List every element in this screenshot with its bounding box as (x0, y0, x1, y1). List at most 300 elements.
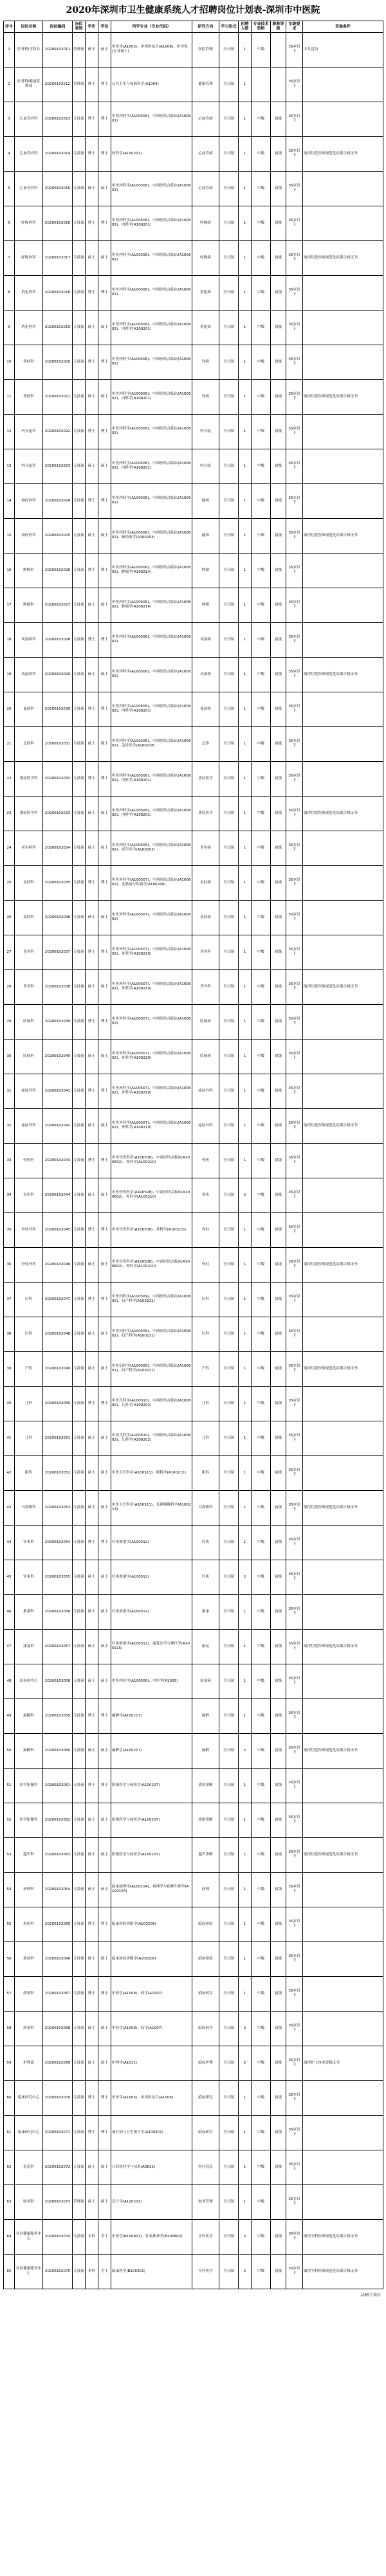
table-row (4, 136, 383, 171)
table-cell: 博士 (98, 1143, 111, 1178)
table-cell: 针灸推拿学(A100512) (111, 1594, 192, 1629)
table-cell: 35岁以下 (286, 171, 303, 206)
table-cell: 中级 (252, 692, 271, 726)
table-cell: 20200102067 (43, 1976, 73, 2011)
column-header: 研究方向 (192, 21, 219, 33)
table-cell: 中医五官科学(A100511)、耳鼻咽喉科学(A100213) (111, 1490, 192, 1525)
table-cell: 1 (239, 1629, 252, 1664)
table-cell: 风湿病科 (15, 657, 43, 692)
table-cell: 妇科 (192, 1317, 219, 1351)
table-cell: 1 (239, 1386, 252, 1421)
table-cell: 1 (239, 449, 252, 483)
table-cell: 风湿病科 (15, 622, 43, 657)
table-row (4, 449, 383, 483)
table-cell: 博士 (86, 136, 98, 171)
table-cell: 35岁以下 (286, 206, 303, 240)
table-cell: 全日制 (219, 518, 239, 553)
table-cell: 博士 (98, 1074, 111, 1108)
table-row (4, 379, 383, 414)
table-cell: 1 (239, 1941, 252, 1976)
table-cell: 博士 (98, 1282, 111, 1317)
table-cell (303, 275, 383, 310)
table-cell: 妇科 (15, 1282, 43, 1317)
table-cell: 35岁以下 (286, 1594, 303, 1629)
table-cell (271, 2184, 286, 2219)
table-cell: 肛肠科 (15, 1004, 43, 1039)
table-cell: 中医内科学(A100506)、中西医结合临床(A100602) (111, 622, 192, 657)
table-cell: 专技岗 (73, 379, 86, 414)
table-cell: 20200102034 (43, 831, 73, 865)
table-cell: 35岁以下 (286, 136, 303, 171)
table-cell: 全日制 (219, 1525, 239, 1560)
table-cell: 博士 (86, 483, 98, 518)
table-cell: 初级 (271, 1108, 286, 1143)
table-cell: 初级 (271, 1594, 286, 1629)
table-cell: 35岁以下 (286, 622, 303, 657)
table-cell: 博士 (98, 1907, 111, 1941)
table-cell: 全日制 (219, 345, 239, 379)
table-row (4, 969, 383, 1004)
table-row (4, 2046, 383, 2080)
table-cell: 病理 (192, 1872, 219, 1907)
table-cell: 20200102041 (43, 1074, 73, 1108)
table-cell: 初级 (271, 1525, 286, 1560)
table-cell: 35岁以下 (286, 1976, 303, 2011)
table-row (4, 1282, 383, 1317)
table-cell: 55 (4, 1907, 15, 1941)
table-cell: 专技岗 (73, 726, 86, 761)
table-cell: 针灸推拿学(A100512) (111, 1560, 192, 1594)
table-cell: 初级 (271, 379, 286, 414)
table-cell: 20200102055 (43, 1560, 73, 1594)
table-cell: 全日制 (219, 379, 239, 414)
table-row (4, 1803, 383, 1837)
table-cell (303, 1039, 383, 1074)
table-cell: 全日制 (219, 692, 239, 726)
table-cell: 46 (4, 1594, 15, 1629)
table-cell: 初级 (271, 345, 286, 379)
table-cell: 博士 (86, 1976, 98, 2011)
table-cell: 1 (239, 1594, 252, 1629)
table-cell: 专技岗 (73, 1976, 86, 2011)
table-cell: 中级 (252, 2080, 271, 2115)
table-cell: 耳鼻喉科 (192, 1490, 219, 1525)
table-cell: 博士 (86, 206, 98, 240)
table-cell: 全日制 (219, 1004, 239, 1039)
table-row (4, 1525, 383, 1560)
table-cell: 20200102011 (43, 32, 73, 67)
table-cell: 5 (4, 171, 15, 206)
table-cell: 初级 (271, 1004, 286, 1039)
table-cell: 59 (4, 2046, 15, 2080)
table-cell: 硕士 (98, 900, 111, 935)
table-cell: 泌尿外科 (15, 1108, 43, 1143)
table-cell (303, 1421, 383, 1455)
table-cell: 35岁以下 (286, 2254, 303, 2289)
table-cell: 博士 (86, 1074, 98, 1108)
table-cell: 医学影像科 (15, 1768, 43, 1803)
table-cell: 消化病 (192, 275, 219, 310)
table-cell: 硕士 (98, 1664, 111, 1698)
table-cell: 脊柱外科 (15, 1247, 43, 1282)
table-cell: 全日制 (219, 726, 239, 761)
table-cell: 取得住院医师规范化培训合格证书 (303, 1837, 383, 1872)
table-cell: 中级 (252, 1664, 271, 1698)
table-cell: 专技岗 (73, 518, 86, 553)
table-cell: 11 (4, 379, 15, 414)
table-cell: 1 (239, 1108, 252, 1143)
table-cell: 专技岗 (73, 831, 86, 865)
column-header: 序号 (4, 21, 15, 33)
table-cell: 硕士 (86, 1837, 98, 1872)
table-cell: 硕士 (86, 171, 98, 206)
table-cell: 硕士 (86, 1317, 98, 1351)
table-cell: 专技岗 (73, 2150, 86, 2184)
table-row (4, 1872, 383, 1907)
table-cell: 放射诊断 (192, 1803, 219, 1837)
table-cell: 全日制 (219, 1317, 239, 1351)
table-cell: 初级 (271, 657, 286, 692)
table-cell: 48 (4, 1664, 15, 1698)
table-cell: 呼吸病 (192, 240, 219, 275)
table-cell: 1 (239, 1421, 252, 1455)
table-cell: 20200102028 (43, 622, 73, 657)
table-cell: 全日制 (219, 1178, 239, 1212)
column-header: 岗位名称 (15, 21, 43, 33)
table-cell: 肾病 (192, 379, 219, 414)
table-cell: 眼科 (15, 1455, 43, 1490)
table-cell: 中医妇科学(A100509)、中西医结合临床(A100602)、妇产科学(A100211) (111, 1282, 192, 1317)
table-cell: 35岁以下 (286, 900, 303, 935)
table-row (4, 310, 383, 345)
table-cell: 1 (239, 761, 252, 796)
table-cell: 专技岗 (73, 2046, 86, 2080)
table-cell: 1 (239, 2080, 252, 2115)
table-cell: 临床研究中心 (15, 2080, 43, 2115)
table-cell: 博士 (98, 345, 111, 379)
table-cell: 肛肠病 (192, 1004, 219, 1039)
table-cell: 初级 (271, 1872, 286, 1907)
table-cell: 初级 (271, 2219, 286, 2254)
table-cell: 27 (4, 935, 15, 969)
table-cell: 博士 (98, 1768, 111, 1803)
table-cell: 中医内科学(A100506)、中西医结合临床(A100602) (111, 345, 192, 379)
table-cell: 中级 (252, 1247, 271, 1282)
table-cell: 中医外科学(A100507)、中西医结合临床(A100602) (111, 1004, 192, 1039)
table-row (4, 1698, 383, 1733)
table-cell: 专技岗 (73, 1525, 86, 1560)
table-cell: 专技岗 (73, 935, 86, 969)
table-row (4, 483, 383, 518)
table-cell: 全日制 (219, 1455, 239, 1490)
table-row (4, 1143, 383, 1178)
table-cell: 专技岗 (73, 900, 86, 935)
table-cell: 儿科 (192, 1421, 219, 1455)
table-cell: 1 (239, 102, 252, 136)
table-cell: 专技岗 (73, 483, 86, 518)
table-cell: 1 (239, 831, 252, 865)
table-cell: 2 (239, 2219, 252, 2254)
table-cell: 专技岗 (73, 102, 86, 136)
table-cell: 社区健康服务中心 (15, 2219, 43, 2254)
table-cell: 中医儿科学(A100510)、中西医结合临床(A100602)、儿科学(A100202) (111, 1386, 192, 1421)
table-cell: 泌尿外科 (15, 1074, 43, 1108)
table-cell: 儿科 (15, 1421, 43, 1455)
table-cell: 20200102033 (43, 796, 73, 831)
table-cell: 35岁以下 (286, 1282, 303, 1317)
column-header: 所学专业（专业代码） (111, 21, 192, 33)
table-cell: 专技岗 (73, 1698, 86, 1733)
table-cell: 中级 (252, 240, 271, 275)
table-cell: 26 (4, 900, 15, 935)
table-cell: 硕士 (98, 379, 111, 414)
table-cell: 本科 (86, 2254, 98, 2289)
column-header: 招聘人数 (239, 21, 252, 33)
table-cell: 35岁以下 (286, 2011, 303, 2046)
table-cell: 全日制 (219, 2011, 239, 2046)
table-cell: 专技岗 (73, 1282, 86, 1317)
table-cell: 初级 (271, 2080, 286, 2115)
table-cell: 39 (4, 1351, 15, 1386)
table-cell: 中级 (252, 2046, 271, 2080)
table-cell: 肿瘤科 (15, 588, 43, 622)
table-cell: 2 (239, 1560, 252, 1594)
table-cell: 1 (239, 900, 252, 935)
table-cell: 全日制 (219, 1282, 239, 1317)
table-cell: 20200102073 (43, 2184, 73, 2219)
table-cell: 博士 (98, 206, 111, 240)
table-cell: 呼吸内科 (15, 240, 43, 275)
table-cell: 专技岗 (73, 1490, 86, 1525)
table-cell: 全日制 (219, 588, 239, 622)
table-cell: 全日制 (219, 67, 239, 102)
table-cell: 泌尿外科 (192, 1108, 219, 1143)
table-cell: 初级 (271, 1178, 286, 1212)
table-cell: 中级 (252, 1594, 271, 1629)
table-cell: 中医外科学(A100507)、中西医结合临床(A100602) (111, 900, 192, 935)
table-cell: 中级 (252, 900, 271, 935)
table-cell: 1 (239, 379, 252, 414)
table-cell: 20200102060 (43, 1733, 73, 1768)
table-cell: 老年病 (192, 831, 219, 865)
table-row (4, 553, 383, 588)
table-cell: 临床检验 (192, 1907, 219, 1941)
table-row (4, 1664, 383, 1698)
table-cell: 中药学(A1008)、药学(A1007) (111, 1976, 192, 2011)
table-cell: 22 (4, 761, 15, 796)
table-cell: 中级 (252, 518, 271, 553)
table-cell: 医疗信息 (192, 2150, 219, 2184)
table-cell: 35岁以下 (286, 1837, 303, 1872)
table-cell: 专技岗 (73, 1143, 86, 1178)
table-cell: 硕士 (98, 1803, 111, 1837)
table-cell: 专技岗 (73, 969, 86, 1004)
table-cell: 35岁以下 (286, 1143, 303, 1178)
table-cell: 全日制 (219, 900, 239, 935)
table-cell: 初级 (271, 310, 286, 345)
table-cell: 初级 (271, 1837, 286, 1872)
table-cell (303, 1664, 383, 1698)
table-cell: 中级 (252, 2115, 271, 2150)
table-cell: 专技岗 (73, 1421, 86, 1455)
table-cell: 20200102075 (43, 2254, 73, 2289)
table-cell: 全日制 (219, 2046, 239, 2080)
table-cell: 初级 (271, 1421, 286, 1455)
table-cell: 全日制 (219, 553, 239, 588)
table-cell: 35岁以下 (286, 2046, 303, 2080)
table-cell: 骨伤 (192, 1178, 219, 1212)
table-cell: 35岁以下 (286, 1768, 303, 1803)
table-cell (303, 2080, 383, 2115)
table-cell: 取得住院医师规范化培训合格证书 (303, 1490, 383, 1525)
table-cell: 2 (239, 1178, 252, 1212)
table-cell: 皮肤病 (192, 900, 219, 935)
table-cell: 肾病科 (15, 345, 43, 379)
table-cell: 博士 (98, 935, 111, 969)
table-cell: 43 (4, 1490, 15, 1525)
table-cell: 35岁以下 (286, 32, 303, 67)
table-row (4, 1178, 383, 1212)
table-cell: 35岁以下 (286, 1733, 303, 1768)
table-cell: 财务管理 (192, 2184, 219, 2219)
table-row (4, 1108, 383, 1143)
table-cell (303, 935, 383, 969)
table-cell: 专技岗 (73, 1039, 86, 1074)
table-cell: 中级 (252, 414, 271, 449)
table-cell: 取得住院医师规范化培训合格证书 (303, 1629, 383, 1664)
table-cell: 硕士 (98, 1560, 111, 1594)
table-row (4, 1941, 383, 1976)
table-cell: 1 (239, 2184, 252, 2219)
table-cell: 医务科/学科办 (15, 32, 43, 67)
table-cell (303, 1872, 383, 1907)
table-cell: 重症医学 (192, 796, 219, 831)
table-cell: 1 (239, 345, 252, 379)
table-cell (303, 2011, 383, 2046)
table-cell (303, 102, 383, 136)
table-cell: 中级 (252, 1698, 271, 1733)
table-cell: 1 (239, 796, 252, 831)
table-row (4, 622, 383, 657)
table-cell: 1 (239, 1698, 252, 1733)
table-cell: 中级 (252, 310, 271, 345)
table-cell: 全日制 (219, 1351, 239, 1386)
table-cell: 博士 (86, 692, 98, 726)
table-cell: 51 (4, 1768, 15, 1803)
table-cell: 骨伤 (192, 1143, 219, 1178)
table-cell: 博士 (86, 1004, 98, 1039)
table-cell: 中医内科学(A100506)、中西医结合临床(A100602)、内科学(A100201) (111, 310, 192, 345)
table-cell: 硕士 (86, 900, 98, 935)
table-cell: 博士 (86, 1386, 98, 1421)
table-cell: 初级 (271, 1941, 286, 1976)
table-cell: 本科 (86, 2219, 98, 2254)
table-cell: 硕士 (98, 2150, 111, 2184)
table-cell (303, 865, 383, 900)
table-cell: 全日制 (219, 935, 239, 969)
table-cell: 专技岗 (73, 2254, 86, 2289)
table-cell: 心血管病 (192, 136, 219, 171)
table-cell: 1 (239, 310, 252, 345)
table-cell: 博士 (86, 1212, 98, 1247)
table-cell: 35岁以下 (286, 761, 303, 796)
table-cell: 全日制 (219, 1490, 239, 1525)
table-cell: 中级 (252, 1941, 271, 1976)
table-cell: 中级 (252, 831, 271, 865)
table-cell: 全日制 (219, 2254, 239, 2289)
table-cell: 内分泌 (192, 414, 219, 449)
table-cell: 硕士 (98, 657, 111, 692)
table-row (4, 67, 383, 102)
table-cell: 硕士 (98, 1178, 111, 1212)
table-cell: 初级 (271, 1317, 286, 1351)
table-cell: 初级 (271, 553, 286, 588)
table-cell: 神经内科 (15, 483, 43, 518)
table-row (4, 692, 383, 726)
table-cell: 专技岗 (73, 1941, 86, 1976)
table-cell: 取得住院医师规范化培训合格证书 (303, 1351, 383, 1386)
table-cell: 中医学(B100801)、针灸推拿学(B100802) (111, 2219, 192, 2254)
table-row (4, 1247, 383, 1282)
table-cell: 临床研究 (192, 2115, 219, 2150)
table-cell: 全日制 (219, 1872, 239, 1907)
table-cell: 消化内科 (15, 310, 43, 345)
table-cell: 心血管内科 (15, 102, 43, 136)
table-row (4, 1629, 383, 1664)
table-cell (303, 449, 383, 483)
table-cell: 6 (4, 206, 15, 240)
table-cell: 35岁以下 (286, 1039, 303, 1074)
table-cell: 35岁以下 (286, 865, 303, 900)
table-cell: 博士 (98, 1386, 111, 1421)
table-cell: 中医妇科学(A100509)、中西医结合临床(A100602)、妇产科学(A100211) (111, 1351, 192, 1386)
table-cell: 中医内科学(A100506)、中西医结合临床(A100602)、内科学(A100201) (111, 449, 192, 483)
table-cell: 硕士 (98, 726, 111, 761)
table-cell: 骨伤科 (15, 1178, 43, 1212)
table-cell: 1 (239, 726, 252, 761)
table-cell: 中级 (252, 1490, 271, 1525)
table-cell: 专技岗 (73, 1074, 86, 1108)
table-cell: 中医外科学(A100507)、中西医结合临床(A100602)、皮肤病与性病学(A100206) (111, 865, 192, 900)
table-cell: 全日制 (219, 1594, 239, 1629)
table-row (4, 1074, 383, 1108)
table-cell: 1 (239, 1317, 252, 1351)
table-cell: 硕士 (86, 1455, 98, 1490)
table-cell: 12 (4, 414, 15, 449)
table-cell (303, 171, 383, 206)
table-cell: 中级 (252, 1837, 271, 1872)
table-cell: 初级 (271, 1629, 286, 1664)
table-cell: 中药学(A1008)、药学(A1007) (111, 2011, 192, 2046)
table-cell: 初级 (271, 414, 286, 449)
table-cell: 20200102054 (43, 1525, 73, 1560)
table-cell: 中级 (252, 553, 271, 588)
table-cell: 2 (4, 67, 15, 102)
table-cell: 硕士 (98, 2046, 111, 2080)
table-row (4, 1039, 383, 1074)
table-cell: 20 (4, 692, 15, 726)
table-cell: 中级 (252, 969, 271, 1004)
table-cell: 1 (239, 1837, 252, 1872)
table-cell: 1 (239, 136, 252, 171)
table-cell: 中医内科学(A100506)、中西医结合临床(A100602)、内科学(A100201) (111, 206, 192, 240)
table-cell (303, 1941, 383, 1976)
table-cell: 专技岗 (73, 1664, 86, 1698)
table-cell: 初级 (271, 761, 286, 796)
table-cell: 中医内科学(A100506)、中医学(A1005) (111, 1664, 192, 1698)
table-cell: 医务科/健康管理部 (15, 67, 43, 102)
table-cell: 中医内科学(A100506)、中西医结合临床(A100602)、内科学(A100201) (111, 761, 192, 796)
